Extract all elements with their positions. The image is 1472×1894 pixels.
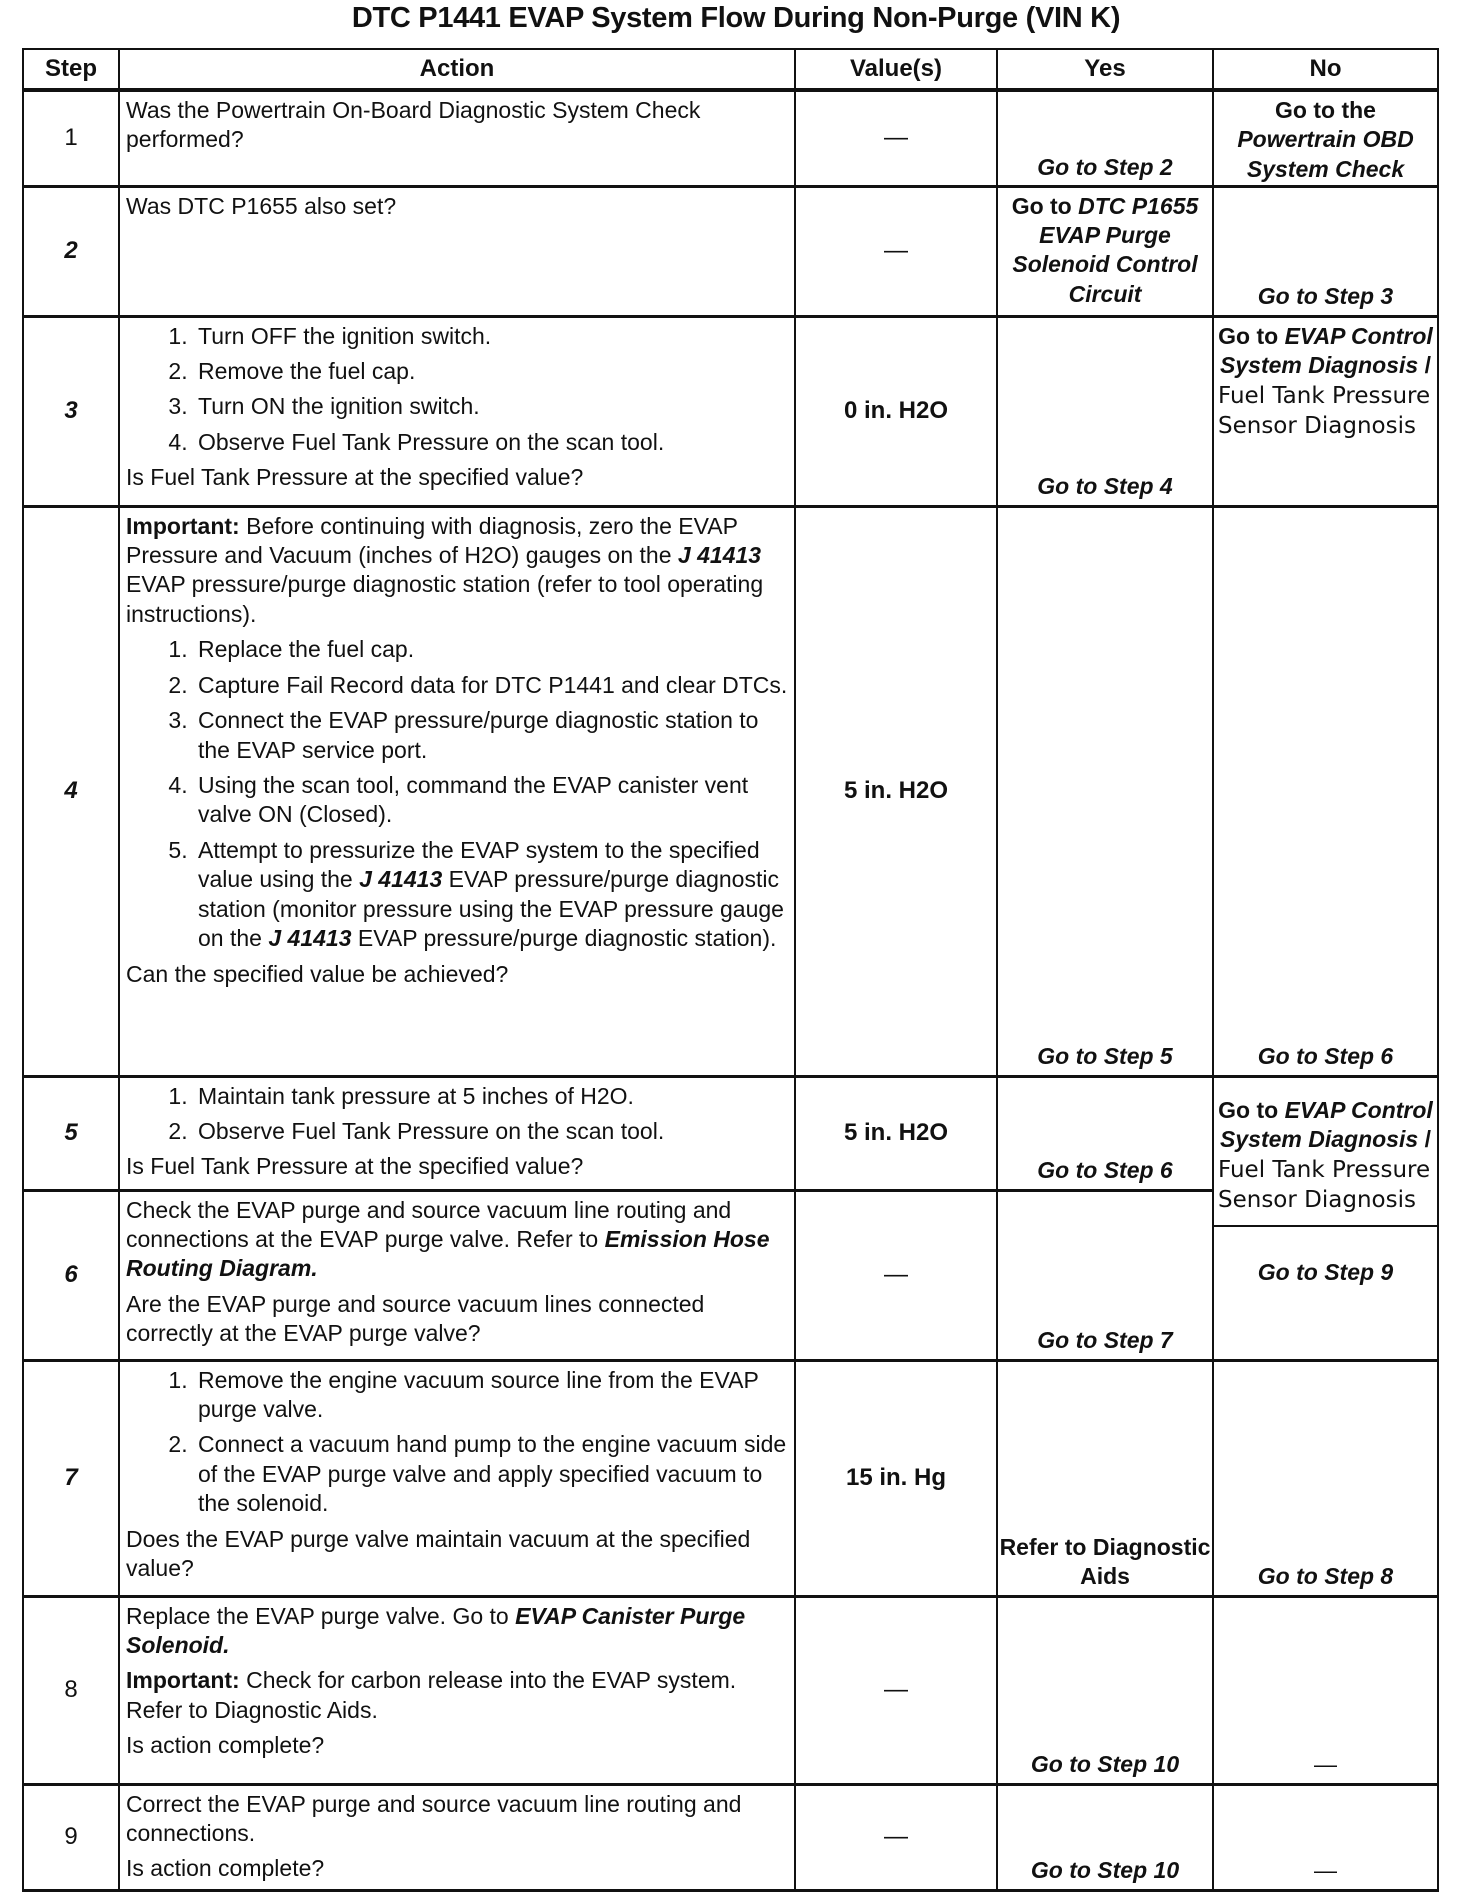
action-cell [119,186,795,316]
yes-cell [997,1784,1213,1890]
important-label: Important: [126,512,240,539]
no-separator: / [1424,1125,1431,1152]
procedure-list [126,322,788,458]
question-text: Was DTC P1655 also set? [126,192,397,219]
procedure-item: 1. Replace the fuel cap. [194,635,788,664]
question-text: Is action complete? [126,1855,325,1882]
procedure-item: 3. Connect the EVAP pressure/purge diagnostic station to the EVAP service port. [194,706,788,765]
action-cell [119,1076,795,1190]
question-text: Can the specified value be achieved? [126,960,509,987]
yes-target: Refer to Diagnostic Aids [999,1533,1211,1590]
yes-target: Go to Step 4 [1037,473,1173,500]
question-text: Is Fuel Tank Pressure at the specified value? [126,1153,584,1180]
no-target: — [1314,1751,1337,1778]
no-cell [1213,186,1438,316]
yes-cell [997,90,1213,186]
question-text: Are the EVAP purge and source vacuum lines connected correctly at the EVAP purge valve? [126,1290,705,1347]
value-cell: 15 in. Hg [795,1360,997,1596]
yes-cell [997,1190,1213,1360]
question-text: Was the Powertrain On-Board Diagnostic System Check performed? [126,97,701,153]
yes-cell [997,1596,1213,1784]
no-prefix: Go to [1218,322,1279,349]
important-note: Important: Before continuing with diagnosis, zero the EVAP Pressure and Vacuum (inches of H2O) gauges on the J 41413 EVAP pressure/purge diagnostic station (refer to tool operating instructions). [126,512,764,627]
step-number: 4 [23,506,119,1076]
no-prefix: Go to [1218,1096,1279,1123]
page-title: DTC P1441 EVAP System Flow During Non-Purge (VIN K) [351,2,1121,34]
procedure-item: 3. Turn ON the ignition switch. [194,392,788,421]
table-row-step-4 [23,506,1438,1076]
table-row-step-2 [23,186,1438,316]
table-row-step-5 [23,1076,1438,1190]
procedure-item: 5. Attempt to pressurize the EVAP system to the specified value using the J 41413 EVAP pressure/purge diagnostic station (monitor pressure using the EVAP pressure gauge on the J 41413 EVAP pressure/purge diagnostic station). [194,836,788,954]
column-header-no: No [1213,49,1438,90]
yes-target: Go to Step 5 [1037,1043,1173,1070]
no-cell [1213,506,1438,1076]
question-text: Does the EVAP purge valve maintain vacuum at the specified value? [126,1525,751,1582]
no-cell [1213,1784,1438,1890]
no-target-secondary: Fuel Tank Pressure Sensor Diagnosis [1218,383,1431,439]
no-target: Go to Step 8 [1257,1563,1394,1590]
no-target: Go to Step 9 [1257,1258,1394,1285]
instruction-text: Check the EVAP purge and source vacuum line routing and connections at the EVAP purge valve. Refer to Emission Hose Routing Diagram. [126,1196,770,1282]
table-row-step-1 [23,90,1438,186]
action-cell [119,506,795,1076]
yes-target: Go to Step 6 [1037,1157,1173,1184]
no-target-secondary: Fuel Tank Pressure Sensor Diagnosis [1218,1157,1431,1213]
no-target: Powertrain OBD System Check [1237,126,1414,182]
procedure-item: 4. Observe Fuel Tank Pressure on the scan tool. [194,428,788,457]
step-number: 5 [23,1076,119,1190]
action-cell [119,1190,795,1360]
no-cell [1213,1076,1438,1360]
no-target: EVAP Control System Diagnosis [1220,1096,1433,1152]
important-note: Important: Check for carbon release into the EVAP system. Refer to Diagnostic Aids. [126,1667,737,1723]
column-header-action: Action [119,49,795,90]
step-number: 3 [23,316,119,506]
instruction-text: Replace the EVAP purge valve. Go to EVAP Canister Purge Solenoid. [126,1602,746,1658]
yes-target: Go to Step 2 [1037,153,1173,180]
value-cell: — [795,90,997,186]
table-row-step-7 [23,1360,1438,1596]
document-reference: EVAP Canister Purge Solenoid. [126,1602,746,1658]
yes-target: Go to Step 10 [1030,1857,1180,1884]
value-cell: — [795,1784,997,1890]
table-header-row [23,49,1438,90]
table-row-step-3 [23,316,1438,506]
document-reference: Emission Hose Routing Diagram. [126,1225,770,1282]
table-row-step-9 [23,1784,1438,1890]
yes-prefix: Go to [1011,192,1072,219]
yes-cell [997,506,1213,1076]
procedure-item: 2. Capture Fail Record data for DTC P1441 and clear DTCs. [194,671,788,700]
diagnostic-table [22,48,1439,1892]
procedure-item: 2. Observe Fuel Tank Pressure on the scan tool. [194,1117,788,1146]
no-cell [1213,90,1438,186]
step-number: 7 [23,1360,119,1596]
value-cell: 5 in. H2O [795,506,997,1076]
question-text: Is action complete? [126,1732,325,1759]
action-cell [119,1596,795,1784]
no-prefix: Go to the [1275,97,1376,123]
procedure-list [126,1366,788,1519]
no-cell [1213,316,1438,506]
procedure-list [126,1082,788,1147]
yes-cell [997,316,1213,506]
no-separator: / [1424,351,1431,378]
procedure-item: 4. Using the scan tool, command the EVAP canister vent valve ON (Closed). [194,771,788,830]
procedure-item: 1. Turn OFF the ignition switch. [194,322,788,351]
action-cell [119,1784,795,1890]
column-header-step: Step [23,49,119,90]
procedure-item: 2. Connect a vacuum hand pump to the engine vacuum side of the EVAP purge valve and apply specified vacuum to the solenoid. [194,1430,788,1518]
question-text: Is Fuel Tank Pressure at the specified value? [126,464,584,491]
yes-target: Go to Step 10 [1030,1751,1180,1778]
action-cell [119,1360,795,1596]
yes-target: DTC P1655 EVAP Purge Solenoid Control Circuit [1012,192,1199,307]
yes-cell [997,186,1213,316]
no-target: EVAP Control System Diagnosis [1220,322,1433,378]
procedure-item: 2. Remove the fuel cap. [194,357,788,386]
step-number: 6 [23,1190,119,1360]
tool-reference: J 41413 [268,925,352,952]
value-cell: — [795,186,997,316]
value-cell: — [795,1596,997,1784]
action-cell [119,316,795,506]
action-cell [119,90,795,186]
step-number: 2 [23,186,119,316]
value-cell: 0 in. H2O [795,316,997,506]
yes-target: Go to Step 7 [1037,1327,1173,1354]
procedure-list [126,635,788,953]
no-cell [1213,1596,1438,1784]
step-number: 8 [23,1596,119,1784]
important-label: Important: [126,1667,240,1694]
no-target: Go to Step 3 [1257,283,1394,310]
table-row-step-8 [23,1596,1438,1784]
no-cell [1213,1360,1438,1596]
tool-reference: J 41413 [359,866,443,893]
procedure-item: 1. Maintain tank pressure at 5 inches of H2O. [194,1082,788,1111]
procedure-item: 1. Remove the engine vacuum source line from the EVAP purge valve. [194,1366,788,1425]
column-header-values: Value(s) [795,49,997,90]
no-target: Go to Step 6 [1257,1043,1394,1070]
tool-reference: J 41413 [677,541,762,568]
column-header-yes: Yes [997,49,1213,90]
value-cell: — [795,1190,997,1360]
no-target: — [1314,1857,1337,1884]
step-number: 9 [23,1784,119,1890]
instruction-text: Correct the EVAP purge and source vacuum line routing and connections. [126,1790,742,1846]
value-cell: 5 in. H2O [795,1076,997,1190]
yes-cell [997,1360,1213,1596]
yes-cell [997,1076,1213,1190]
step-number: 1 [23,90,119,186]
